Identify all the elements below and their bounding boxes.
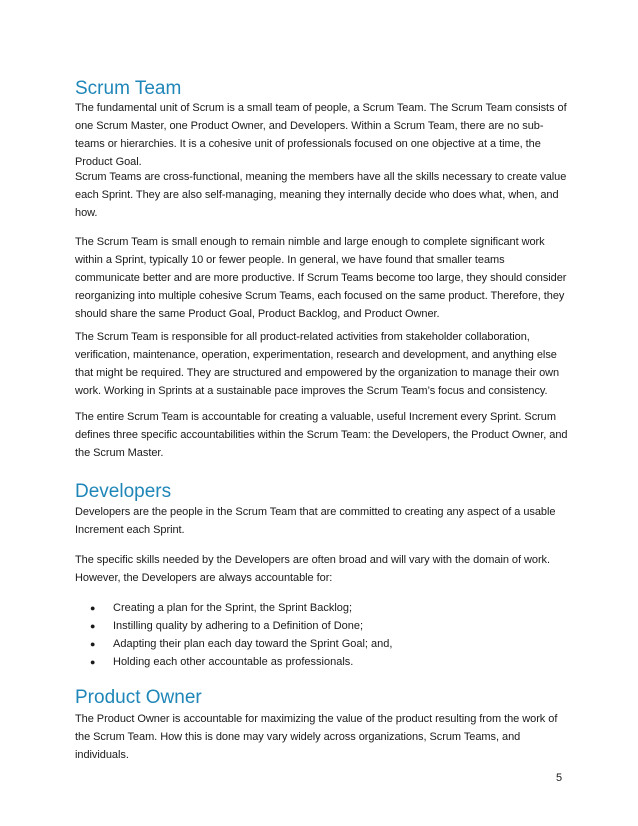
paragraph: Developers are the people in the Scrum Team that are committed to creating any aspect of a usable Increment each Sprint. (75, 506, 556, 536)
section-title-developers: Developers (75, 481, 172, 502)
list-item-text: Holding each other accountable as professionals. (113, 656, 354, 668)
list-item (75, 653, 555, 671)
list-item (75, 617, 555, 635)
list-item (75, 635, 555, 653)
bullet-icon: ● (90, 621, 96, 631)
paragraph: The fundamental unit of Scrum is a small team of people, a Scrum Team. The Scrum Team consists of one Scrum Master, one Product Owner, and Developers. Within a Scrum Team, there are no sub-teams or hierarchies. It is a cohesive unit of professionals focused on one objective at a time, the Product Goal. (75, 102, 567, 168)
paragraph: The Scrum Team is small enough to remain nimble and large enough to complete significant work within a Sprint, typically 10 or fewer people. In general, we have found that smaller teams communicate better and are more productive. If Scrum Teams become too large, they should consider reorganizing into multiple cohesive Scrum Teams, each focused on the same product. Therefore, they should share the same Product Goal, Product Backlog, and Product Owner. (75, 236, 567, 320)
list-item-text: Instilling quality by adhering to a Definition of Done; (113, 620, 364, 632)
list-item-text: Adapting their plan each day toward the Sprint Goal; and, (113, 638, 393, 650)
bullet-icon: ● (90, 657, 96, 667)
section-title-scrum-team: Scrum Team (75, 78, 182, 99)
bullet-icon: ● (90, 603, 96, 613)
paragraph: The specific skills needed by the Developers are often broad and will vary with the domain of work. However, the Developers are always accountable for: (75, 554, 551, 584)
page-number: 5 (556, 772, 563, 784)
list-item (75, 599, 555, 617)
paragraph: The entire Scrum Team is accountable for creating a valuable, useful Increment every Sprint. Scrum defines three specific accountabilities within the Scrum Team: the Developers, the Product Owner, and the Scrum Master. (75, 411, 568, 459)
list-item-text: Creating a plan for the Sprint, the Sprint Backlog; (113, 602, 353, 614)
accountabilities-list (75, 599, 555, 671)
paragraph: The Scrum Team is responsible for all product-related activities from stakeholder collaboration, verification, maintenance, operation, experimentation, research and development, and anything else that might be required. They are structured and empowered by the organization to manage their own work. Working in Sprints at a sustainable pace improves the Scrum Team’s focus and consistency. (75, 331, 560, 397)
section-title-product-owner: Product Owner (75, 687, 202, 708)
paragraph: The Product Owner is accountable for maximizing the value of the product resulting from the work of the Scrum Team. How this is done may vary widely across organizations, Scrum Teams, and individuals. (75, 713, 558, 761)
paragraph: Scrum Teams are cross-functional, meaning the members have all the skills necessary to create value each Sprint. They are also self-managing, meaning they internally decide who does what, when, and how. (75, 171, 567, 219)
bullet-icon: ● (90, 639, 96, 649)
